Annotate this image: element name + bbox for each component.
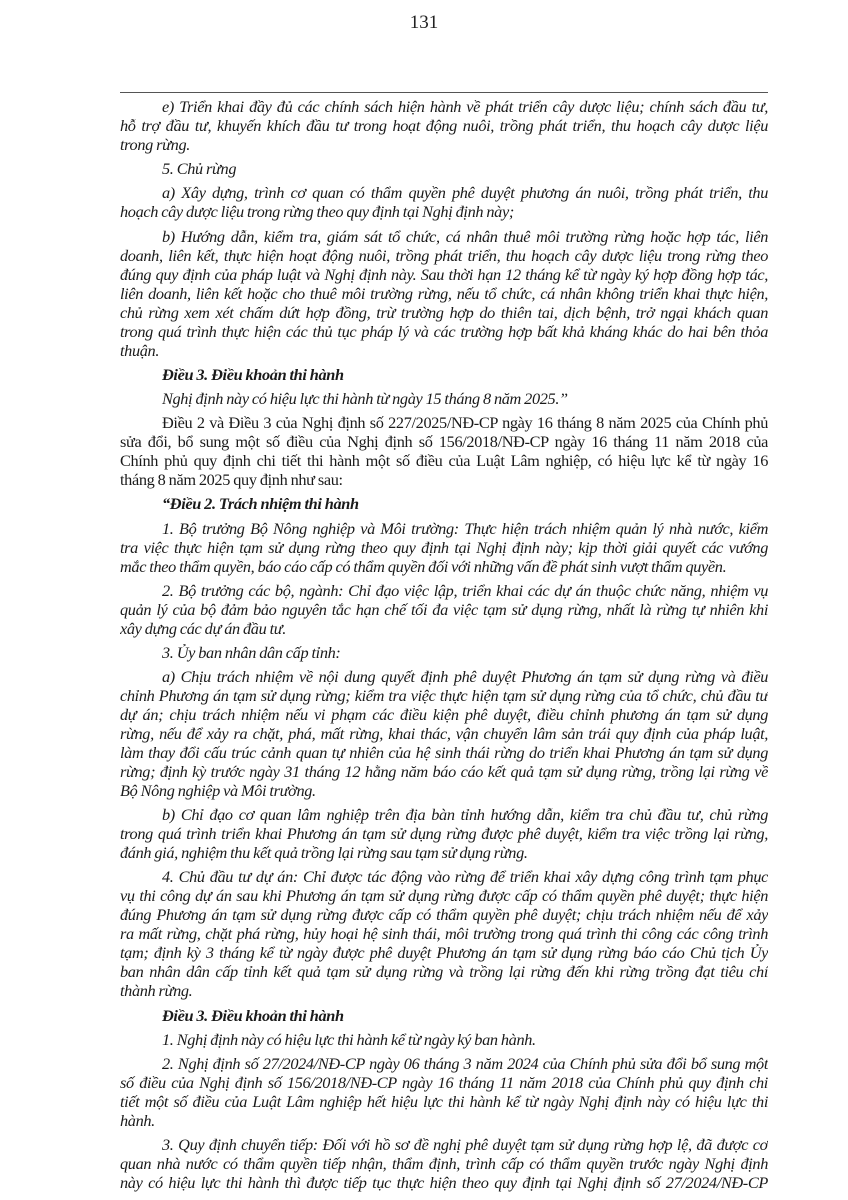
text-line: thành rừng. bbox=[120, 981, 193, 1001]
text-line: quản lý của bộ đảm bảo nguyên tắc hạn chế tối đa việc tạm sử dụng rừng, nhất là rừng tự nhiên khi bbox=[120, 599, 768, 619]
paragraph bbox=[120, 1054, 768, 1130]
paragraph bbox=[120, 867, 768, 1000]
paragraph bbox=[120, 519, 768, 576]
text-line: này có hiệu lực thi hành thì được tiếp tục thực hiện theo quy định tại Nghị định số 27/2024/NĐ-CP bbox=[120, 1173, 768, 1193]
text-line: trong rừng. bbox=[120, 135, 190, 154]
paragraph bbox=[120, 389, 768, 408]
text-line: xây dựng các dự án đầu tư. bbox=[120, 618, 287, 638]
text-line: 5. Chủ rừng bbox=[162, 159, 237, 179]
text-line: hành. bbox=[120, 1111, 155, 1130]
paragraph bbox=[120, 227, 768, 360]
paragraph bbox=[120, 159, 768, 178]
text-line: trong quá trình thực hiện các thủ tục pháp lý và các trường hợp bất khả kháng khác do hai bên thỏa bbox=[120, 321, 768, 341]
text-line: Điều 3. Điều khoản thi hành bbox=[162, 364, 344, 384]
text-line: rừng; định kỳ trước ngày 31 tháng 12 hằng năm báo cáo kết quả tạm sử dụng rừng, trồng lại rừng về bbox=[120, 762, 768, 782]
text-line: “Điều 2. Trách nhiệm thi hành bbox=[162, 494, 359, 514]
article-heading bbox=[120, 494, 768, 513]
text-line: chỉnh Phương án tạm sử dụng rừng; kiểm tra việc thực hiện tạm sử dụng rừng của tổ chức, chủ đầu tư bbox=[120, 686, 768, 706]
article-heading bbox=[120, 365, 768, 384]
text-line: liên doanh, liên kết hoặc cho thuê môi trường rừng, nếu tổ chức, cá nhân không triển khai thực hiện, bbox=[120, 283, 768, 303]
text-line: quan nhà nước có thẩm quyền tiếp nhận, thẩm định, trình cấp có thẩm quyền trước ngày Nghị định bbox=[120, 1154, 768, 1174]
text-line: hoạch cây dược liệu trong rừng theo quy định tại Nghị định này; bbox=[120, 202, 514, 222]
paragraph bbox=[120, 1135, 768, 1192]
paragraph bbox=[120, 581, 768, 638]
text-line: Điều 2 và Điều 3 của Nghị định số 227/2025/NĐ-CP ngày 16 tháng 8 năm 2025 của Chính phủ bbox=[162, 413, 768, 433]
text-line: chủ rừng xem xét chấm dứt hợp đồng, trừ trường hợp do thiên tai, dịch bệnh, trở ngại khách quan bbox=[120, 302, 768, 322]
paragraph bbox=[120, 667, 768, 800]
text-line: 1. Nghị định này có hiệu lực thi hành kể từ ngày ký ban hành. bbox=[162, 1029, 536, 1049]
text-line: ra mất rừng, chặt phá rừng, hủy hoại hệ sinh thái, môi trường trong quá trình thi công các công trình bbox=[120, 924, 768, 944]
text-line: thuận. bbox=[120, 340, 160, 360]
text-line: sửa đổi, bổ sung một số điều của Nghị định số 156/2018/NĐ-CP ngày 16 tháng 11 năm 2018 của bbox=[120, 432, 768, 452]
text-line: 3. Quy định chuyển tiếp: Đối với hồ sơ đề nghị phê duyệt tạm sử dụng rừng hợp lệ, đã được cơ bbox=[162, 1135, 768, 1155]
text-line: Điều 3. Điều khoản thi hành bbox=[162, 1005, 344, 1025]
text-line: số điều của Nghị định số 156/2018/NĐ-CP ngày 16 tháng 11 năm 2018 của Chính phủ quy định chi bbox=[120, 1073, 768, 1092]
header-rule bbox=[120, 92, 768, 93]
text-line: làm thay đổi cấu trúc cảnh quan tự nhiên của hệ sinh thái rừng do triển khai Phương án tạm sử dụng bbox=[120, 743, 768, 763]
text-line: doanh, liên kết, thực hiện hoạt động nuôi, trồng phát triển, thu hoạch cây dược liệu trong rừng theo bbox=[120, 245, 768, 265]
text-line: Bộ Nông nghiệp và Môi trường. bbox=[120, 781, 316, 801]
text-line: tiết một số điều của Luật Lâm nghiệp hết hiệu lực thi hành kể từ ngày Nghị định này có hiệu lực thi bbox=[120, 1092, 768, 1111]
text-line: 2. Nghị định số 27/2024/NĐ-CP ngày 06 tháng 3 năm 2024 của Chính phủ sửa đổi bổ sung một bbox=[162, 1054, 768, 1073]
text-line: 4. Chủ đầu tư dự án: Chỉ được tác động vào rừng để triển khai xây dựng công trình tạm phục bbox=[162, 867, 768, 887]
text-line: ban nhân dân cấp tỉnh kết quả tạm sử dụng rừng và trồng lại rừng đến khi rừng trồng đạt tiêu chí bbox=[120, 962, 768, 982]
text-line: đúng Phương án tạm sử dụng rừng được cấp có thẩm quyền phê duyệt; chịu trách nhiệm nếu để xảy bbox=[120, 905, 768, 925]
text-line: 2. Bộ trưởng các bộ, ngành: Chỉ đạo việc lập, triển khai các dự án thuộc chức năng, nhiệm vụ bbox=[162, 580, 768, 600]
text-line: đúng quy định của pháp luật và Nghị định này. Sau thời hạn 12 tháng kể từ ngày ký hợp đồng hợp tác, bbox=[120, 264, 768, 284]
text-line: b) Hướng dẫn, kiểm tra, giám sát tổ chức, cá nhân thuê môi trường rừng hoặc hợp tác, liên bbox=[162, 226, 768, 246]
text-line: b) Chỉ đạo cơ quan lâm nghiệp trên địa bàn tỉnh hướng dẫn, kiểm tra chủ đầu tư, chủ rừng bbox=[162, 805, 768, 825]
paragraph bbox=[120, 183, 768, 221]
text-line: vụ thi công dự án sau khi Phương án tạm sử dụng rừng được cấp có thẩm quyền phê duyệt; thực hiện bbox=[120, 886, 768, 906]
text-line: Chính phủ quy định chi tiết thi hành một số điều của Luật Lâm nghiệp, có hiệu lực kể từ ngày 16 bbox=[120, 451, 768, 471]
text-line: rừng, nếu để xảy ra chặt, phá, mất rừng, khai thác, vận chuyển lâm sản trái quy định của pháp luật, bbox=[120, 724, 768, 744]
paragraph bbox=[120, 1030, 768, 1049]
paragraph bbox=[120, 643, 768, 662]
text-line: a) Chịu trách nhiệm về nội dung quyết định phê duyệt Phương án tạm sử dụng rừng và điều bbox=[162, 667, 768, 687]
text-line: đánh giá, nghiệm thu kết quả trồng lại rừng sau tạm sử dụng rừng. bbox=[120, 843, 528, 863]
text-line: 1. Bộ trưởng Bộ Nông nghiệp và Môi trường: Thực hiện trách nhiệm quản lý nhà nước, kiểm bbox=[162, 518, 768, 538]
text-line: 3. Ủy ban nhân dân cấp tỉnh: bbox=[162, 642, 341, 662]
text-line: mắc theo thẩm quyền, báo cáo cấp có thẩm quyền đối với những vấn đề phát sinh vượt thẩm quyền. bbox=[120, 556, 727, 576]
text-line: a) Xây dựng, trình cơ quan có thẩm quyền phê duyệt phương án nuôi, trồng phát triển, thu bbox=[162, 183, 768, 203]
document-body bbox=[120, 97, 768, 1197]
article-heading bbox=[120, 1006, 768, 1025]
text-line: dự án; chịu trách nhiệm nếu vi phạm các điều kiện phê duyệt, điều chỉnh phương án tạm sử dụng bbox=[120, 705, 768, 725]
text-line: tháng 8 năm 2025 quy định như sau: bbox=[120, 470, 343, 490]
paragraph bbox=[120, 97, 768, 154]
page-number: 131 bbox=[409, 12, 439, 33]
paragraph bbox=[120, 805, 768, 862]
text-line: hỗ trợ đầu tư, khuyến khích đầu tư trong hoạt động nuôi, trồng phát triển, thu hoạch cây dược liệu bbox=[120, 116, 768, 135]
text-line: tra việc thực hiện tạm sử dụng rừng theo quy định tại Nghị định này; kịp thời giải quyết các vướng bbox=[120, 537, 768, 557]
text-line: tạm; định kỳ 3 tháng kể từ ngày được phê duyệt Phương án tạm sử dụng rừng báo cáo Chủ tịch Ủy bbox=[120, 943, 768, 963]
text-line: e) Triển khai đầy đủ các chính sách hiện hành về phát triển cây dược liệu; chính sách đầu tư, bbox=[162, 97, 768, 116]
text-line: Nghị định này có hiệu lực thi hành từ ngày 15 tháng 8 năm 2025.” bbox=[162, 388, 568, 408]
text-line: trong quá trình triển khai Phương án tạm sử dụng rừng được phê duyệt, kiểm tra việc trồng lại rừng, bbox=[120, 824, 768, 844]
paragraph bbox=[120, 413, 768, 489]
